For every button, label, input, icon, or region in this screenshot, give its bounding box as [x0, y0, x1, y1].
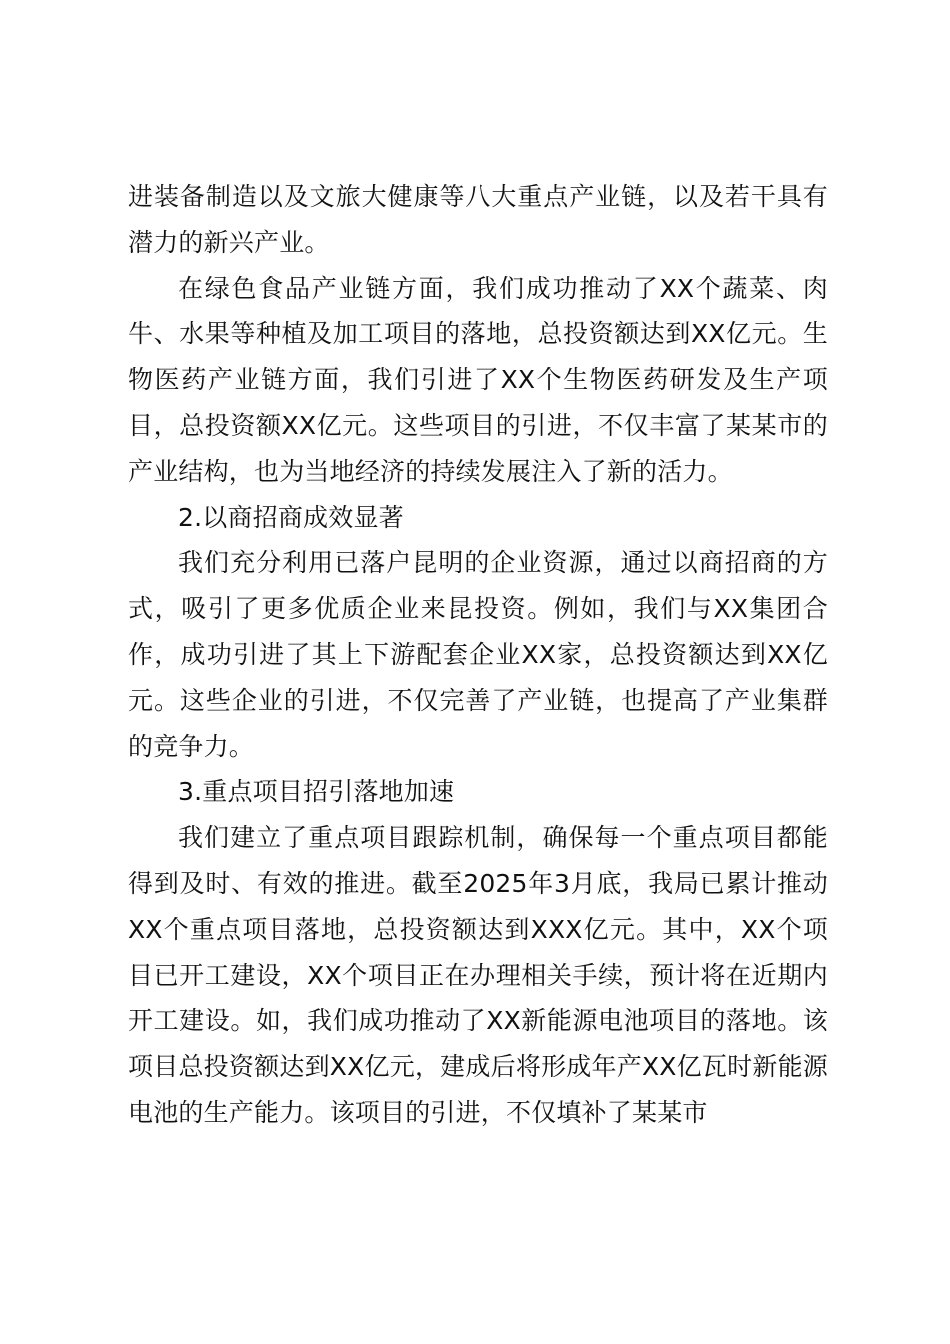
section-heading-3: 3.重点项目招引落地加速	[178, 777, 455, 807]
section-heading-2: 2.以商招商成效显著	[178, 502, 404, 532]
paragraph-key-projects: 我们建立了重点项目跟踪机制，确保每一个重点项目都能得到及时、有效的推进。截至2025年3月底，我局已累计推动XX个重点项目落地，总投资额达到XXX亿元。其中，XX个项目已开工建设，XX个项目正在办理相关手续，预计将在近期内开工建设。如，我们成功推动了XX新能源电池项目的落地。该项目总投资额达到XX亿元，建成后将形成年产XX亿瓦时新能源电池的生产能力。该项目的引进，不仅填补了某某市	[128, 823, 828, 1127]
paragraph-green-food-biomedicine: 在绿色食品产业链方面，我们成功推动了XX个蔬菜、肉牛、水果等种植及加工项目的落地，总投资额达到XX亿元。生物医药产业链方面，我们引进了XX个生物医药研发及生产项目，总投资额XX亿元。这些项目的引进，不仅丰富了某某市的产业结构，也为当地经济的持续发展注入了新的活力。	[128, 273, 828, 486]
paragraph-continuation: 进装备制造以及文旅大健康等八大重点产业链，以及若干具有潜力的新兴产业。	[128, 182, 828, 257]
paragraph-investment-by-business: 我们充分利用已落户昆明的企业资源，通过以商招商的方式，吸引了更多优质企业来昆投资。例如，我们与XX集团合作，成功引进了其上下游配套企业XX家，总投资额达到XX亿元。这些企业的引进，不仅完善了产业链，也提高了产业集群的竞争力。	[128, 548, 828, 761]
document-body	[128, 174, 828, 1136]
